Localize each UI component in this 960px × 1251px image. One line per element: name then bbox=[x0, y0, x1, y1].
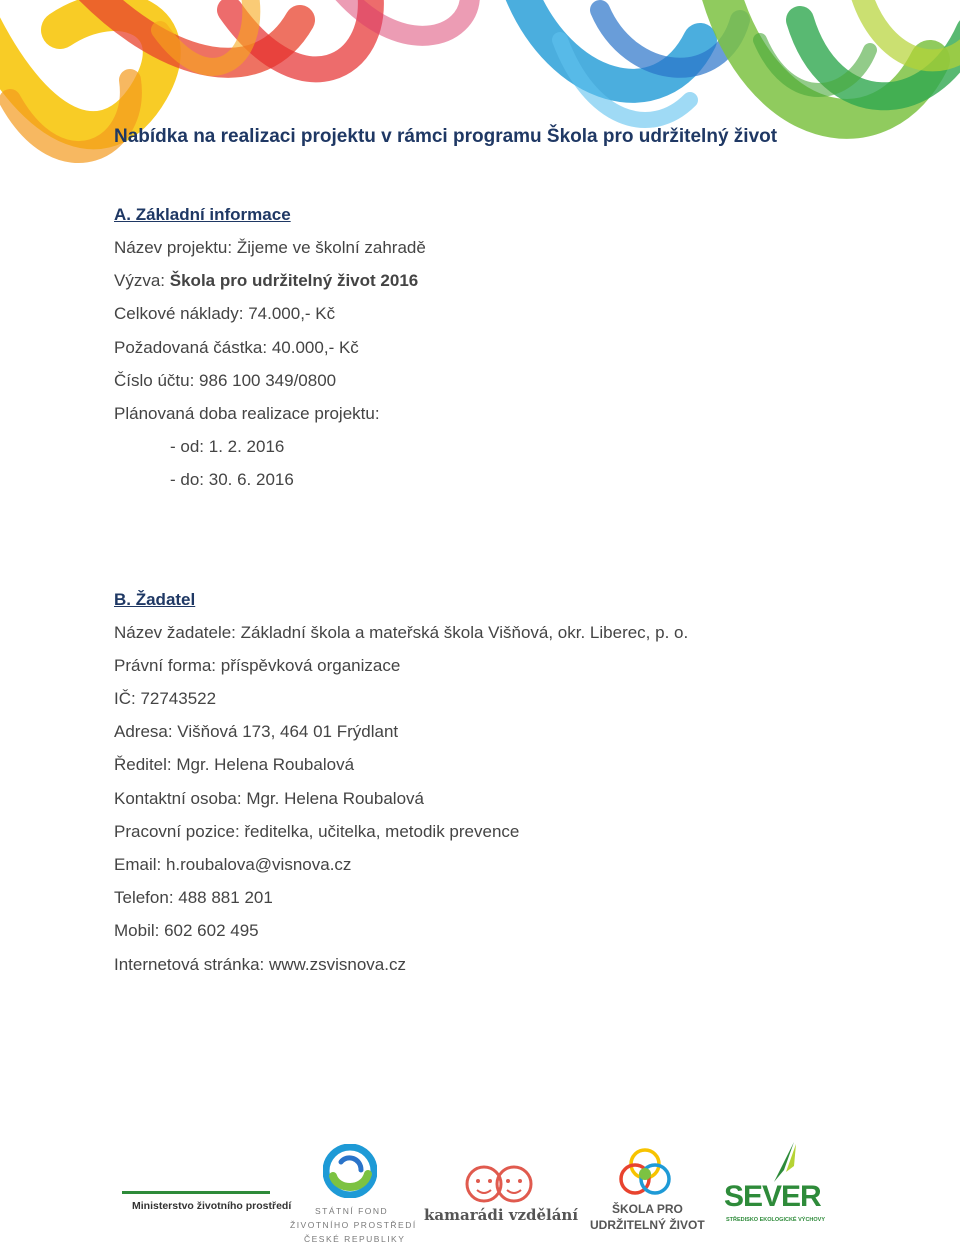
skola-text-1: ŠKOLA PRO bbox=[612, 1202, 683, 1216]
header-brush-strokes bbox=[0, 0, 960, 200]
project-name-row bbox=[114, 237, 426, 259]
ministry-bar bbox=[122, 1191, 270, 1194]
sfzp-text-3: ČESKÉ REPUBLIKY bbox=[304, 1234, 406, 1244]
sever-text: SEVER bbox=[724, 1180, 821, 1213]
ministry-text: Ministerstvo životního prostředí bbox=[132, 1200, 292, 1212]
footer-logos bbox=[0, 1130, 960, 1251]
contact-person: Kontaktní osoba: Mgr. Helena Roubalová bbox=[114, 789, 424, 808]
sever-leaf-icon bbox=[764, 1140, 804, 1185]
legal-form: Právní forma: příspěvková organizace bbox=[114, 656, 401, 675]
sfzp-swirl-icon bbox=[323, 1144, 377, 1198]
ic-number: IČ: 72743522 bbox=[114, 689, 217, 708]
kamaradi-faces-icon bbox=[460, 1164, 540, 1206]
phone: Telefon: 488 881 201 bbox=[114, 888, 273, 907]
director: Ředitel: Mgr. Helena Roubalová bbox=[114, 755, 355, 774]
requested-amount-row bbox=[114, 337, 359, 359]
sfzp-logo bbox=[288, 1144, 417, 1249]
email: Email: h.roubalova@visnova.cz bbox=[114, 855, 352, 874]
requested-amount-label: Požadovaná částka: bbox=[114, 338, 268, 357]
skola-logo bbox=[588, 1146, 708, 1236]
account-row bbox=[114, 370, 336, 392]
total-cost-value: 74.000,- Kč bbox=[248, 304, 336, 323]
section-a-heading: A. Základní informace bbox=[114, 205, 291, 224]
requested-amount-value: 40.000,- Kč bbox=[271, 338, 359, 357]
mobile: Mobil: 602 602 495 bbox=[114, 921, 259, 940]
total-cost-label: Celkové náklady: bbox=[114, 304, 244, 323]
applicant-name: Název žadatele: Základní škola a mateřská škola Višňová, okr. Liberec, p. o. bbox=[114, 623, 689, 642]
account-label: Číslo účtu: bbox=[114, 371, 195, 390]
sfzp-text-1: STÁTNÍ FOND bbox=[315, 1206, 389, 1216]
call-value: Škola pro udržitelný život 2016 bbox=[169, 271, 419, 290]
section-b-heading: B. Žadatel bbox=[114, 590, 196, 609]
kamaradi-text: kamarádi vzdělání bbox=[424, 1206, 579, 1224]
sever-subtitle: STŘEDISKO EKOLOGICKÉ VÝCHOVY bbox=[726, 1217, 826, 1223]
skola-circles-icon bbox=[616, 1146, 674, 1198]
ministry-logo bbox=[122, 1188, 292, 1228]
duration-to: - do: 30. 6. 2016 bbox=[170, 470, 294, 489]
call-label: Výzva: bbox=[114, 271, 166, 290]
call-row bbox=[114, 270, 418, 292]
sever-logo bbox=[722, 1140, 832, 1250]
address: Adresa: Višňová 173, 464 01 Frýdlant bbox=[114, 722, 399, 741]
project-name-label: Název projektu: bbox=[114, 238, 233, 257]
sfzp-text-2: ŽIVOTNÍHO PROSTŘEDÍ bbox=[290, 1220, 417, 1230]
duration-label: Plánovaná doba realizace projektu: bbox=[114, 404, 380, 423]
duration-from: - od: 1. 2. 2016 bbox=[170, 437, 285, 456]
kamaradi-logo bbox=[424, 1164, 579, 1224]
account-value: 986 100 349/0800 bbox=[199, 371, 337, 390]
work-position: Pracovní pozice: ředitelka, učitelka, metodik prevence bbox=[114, 822, 520, 841]
project-name-value: Žijeme ve školní zahradě bbox=[236, 238, 426, 257]
document-title: Nabídka na realizaci projektu v rámci programu Škola pro udržitelný život bbox=[114, 126, 778, 147]
total-cost-row bbox=[114, 303, 335, 325]
skola-text-2: UDRŽITELNÝ ŽIVOT bbox=[590, 1218, 705, 1232]
website: Internetová stránka: www.zsvisnova.cz bbox=[114, 955, 406, 974]
